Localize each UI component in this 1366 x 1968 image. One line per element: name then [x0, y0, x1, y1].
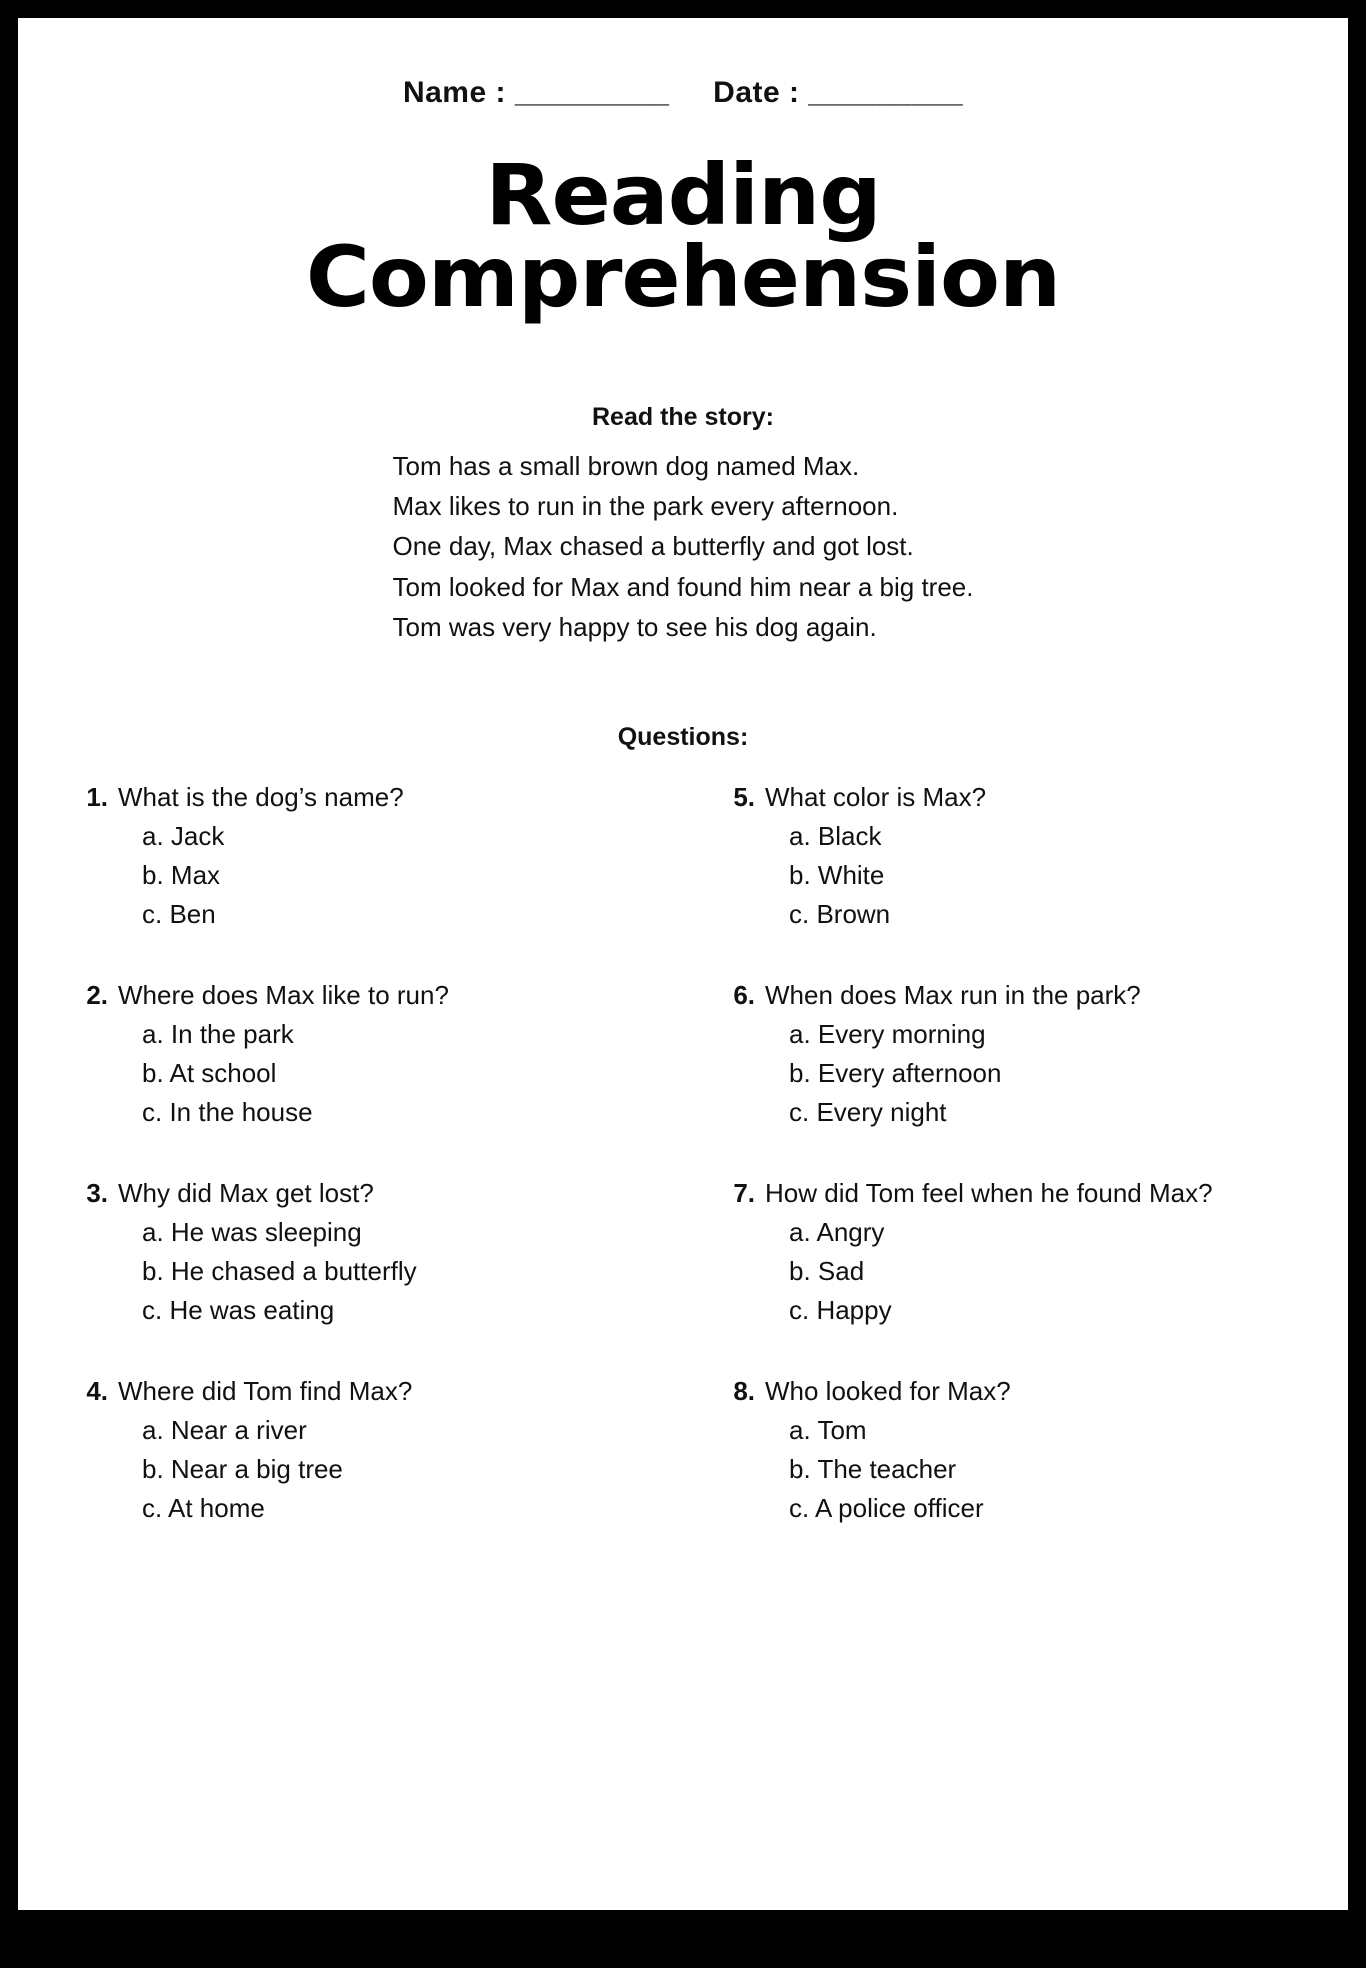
- questions-grid: [18, 778, 1348, 1570]
- question-body: [765, 1174, 1296, 1330]
- story-body: [393, 446, 974, 647]
- question-number: 6.: [733, 980, 755, 1011]
- story-line: Max likes to run in the park every afternoon.: [392, 490, 899, 521]
- question-choice[interactable]: a. Black: [789, 821, 882, 852]
- story-line: Tom looked for Max and found him near a big tree.: [392, 571, 974, 602]
- question-text: What color is Max?: [765, 782, 987, 813]
- question-choice[interactable]: b. Max: [142, 860, 221, 891]
- question-number: 5.: [733, 782, 755, 813]
- question-item: [78, 1372, 687, 1528]
- question-text: Where does Max like to run?: [118, 980, 449, 1011]
- question-body: [765, 976, 1296, 1132]
- question-choice[interactable]: a. Jack: [142, 821, 225, 852]
- question-item: [78, 778, 687, 934]
- question-body: [118, 1174, 687, 1330]
- question-choice[interactable]: a. Every morning: [789, 1019, 986, 1050]
- question-body: [118, 778, 687, 934]
- question-number: 3.: [86, 1178, 108, 1209]
- question-body: [765, 778, 1296, 934]
- question-body: [118, 976, 687, 1132]
- page-title: [18, 146, 1348, 327]
- questions-heading: Questions:: [617, 723, 749, 752]
- name-date-row: [18, 76, 1348, 110]
- question-body: [765, 1372, 1296, 1528]
- question-choice[interactable]: b. The teacher: [789, 1454, 957, 1485]
- story-line: Tom was very happy to see his dog again.: [392, 611, 877, 642]
- question-choice[interactable]: a. Angry: [789, 1217, 885, 1248]
- question-choice[interactable]: c. Brown: [789, 899, 891, 930]
- question-choice[interactable]: b. At school: [142, 1058, 277, 1089]
- question-text: When does Max run in the park?: [765, 980, 1141, 1011]
- story-heading: Read the story:: [592, 402, 774, 431]
- question-choice[interactable]: c. In the house: [142, 1097, 313, 1128]
- story-section: [18, 403, 1348, 647]
- question-choice[interactable]: a. He was sleeping: [142, 1217, 362, 1248]
- story-line: Tom has a small brown dog named Max.: [392, 450, 860, 481]
- questions-column-left: [78, 778, 687, 1570]
- story-line: One day, Max chased a butterfly and got lost.: [392, 531, 914, 562]
- worksheet-page: [18, 18, 1348, 1910]
- page-title-line-2: Comprehension: [305, 228, 1061, 327]
- page-title-line-1: Reading: [485, 146, 881, 244]
- question-item: [725, 1372, 1296, 1528]
- question-text: Who looked for Max?: [765, 1376, 1011, 1407]
- question-choice[interactable]: c. At home: [142, 1493, 265, 1524]
- question-choice[interactable]: a. Near a river: [142, 1415, 307, 1446]
- question-item: [725, 1174, 1296, 1330]
- question-item: [725, 778, 1296, 934]
- question-text: How did Tom feel when he found Max?: [765, 1178, 1213, 1209]
- question-number: 1.: [86, 782, 108, 813]
- questions-column-right: [687, 778, 1296, 1570]
- question-choice[interactable]: c. He was eating: [142, 1295, 335, 1326]
- date-field-label[interactable]: Date : _________: [713, 76, 964, 109]
- question-choice[interactable]: b. White: [789, 860, 885, 891]
- question-choice[interactable]: b. He chased a butterfly: [142, 1256, 417, 1287]
- question-choice[interactable]: b. Near a big tree: [142, 1454, 343, 1485]
- question-choice[interactable]: b. Every afternoon: [789, 1058, 1002, 1089]
- question-choice[interactable]: c. A police officer: [789, 1493, 984, 1524]
- question-item: [725, 976, 1296, 1132]
- name-field-label[interactable]: Name : _________: [402, 76, 670, 109]
- question-number: 7.: [733, 1178, 755, 1209]
- question-choice[interactable]: c. Every night: [789, 1097, 947, 1128]
- question-number: 4.: [86, 1376, 108, 1407]
- question-item: [78, 1174, 687, 1330]
- worksheet-content: [18, 76, 1348, 1968]
- question-item: [78, 976, 687, 1132]
- question-choice[interactable]: a. Tom: [789, 1415, 867, 1446]
- question-text: What is the dog’s name?: [118, 782, 404, 813]
- question-choice[interactable]: c. Happy: [789, 1295, 892, 1326]
- question-choice[interactable]: c. Ben: [142, 899, 216, 930]
- question-number: 2.: [86, 980, 108, 1011]
- question-choice[interactable]: a. In the park: [142, 1019, 294, 1050]
- question-choice[interactable]: b. Sad: [789, 1256, 865, 1287]
- question-text: Where did Tom find Max?: [118, 1376, 413, 1407]
- question-body: [118, 1372, 687, 1528]
- question-number: 8.: [733, 1376, 755, 1407]
- question-text: Why did Max get lost?: [118, 1178, 374, 1209]
